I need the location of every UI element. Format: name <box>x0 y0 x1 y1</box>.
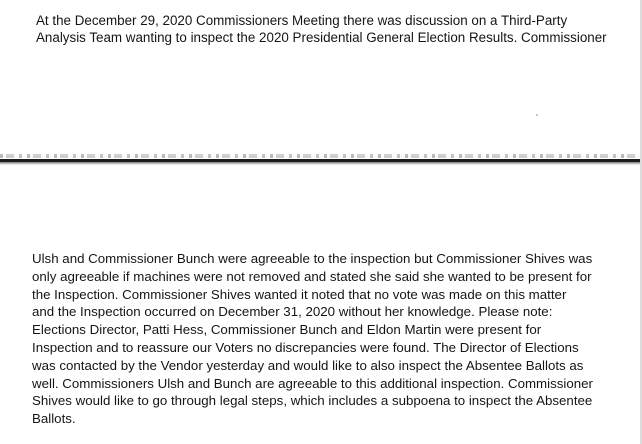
bottom-paragraph <box>32 250 638 428</box>
bottom-paragraph-line: Ulsh and Commissioner Bunch were agreeable to the inspection but Commissioner Shives was <box>32 251 593 266</box>
bottom-paragraph-line: Elections Director, Patti Hess, Commissioner Bunch and Eldon Martin were present for <box>32 322 542 338</box>
bottom-paragraph-line: and the Inspection occurred on December 31, 2020 without her knowledge. Please note: <box>32 304 553 320</box>
bottom-paragraph-line: was contacted by the Vendor yesterday and would like to also inspect the Absentee Ballots as <box>32 357 584 373</box>
top-paragraph-line: Analysis Team wanting to inspect the 2020 Presidential General Election Results. Commissioner <box>36 30 607 45</box>
scan-band-shadow <box>0 162 642 165</box>
bottom-paragraph-line: well. Commissioners Ulsh and Bunch are agreeable to this additional inspection. Commissioner <box>32 375 593 391</box>
bottom-paragraph-line: Shives would like to go through legal steps, which includes a subpoena to inspect the Absentee <box>32 393 593 409</box>
upper-page-fragment <box>0 0 642 152</box>
bottom-paragraph-line: only agreeable if machines were not removed and stated she said she wanted to be present for <box>32 268 592 284</box>
top-paragraph-line: At the December 29, 2020 Commissioners Meeting there was discussion on a Third-Party <box>36 13 568 28</box>
bottom-paragraph-line: the Inspection. Commissioner Shives wanted it noted that no vote was made on this matter <box>32 286 567 302</box>
bottom-paragraph-line: Ballots. <box>32 411 76 427</box>
scan-speck <box>536 114 538 116</box>
scan-band-smudge <box>0 154 642 158</box>
top-paragraph <box>36 12 636 46</box>
page-break-scan-artifact <box>0 152 642 170</box>
lower-page-fragment <box>0 170 642 444</box>
bottom-paragraph-line: Inspection and to reassure our Voters no discrepancies were found. The Director of Elections <box>32 339 579 355</box>
